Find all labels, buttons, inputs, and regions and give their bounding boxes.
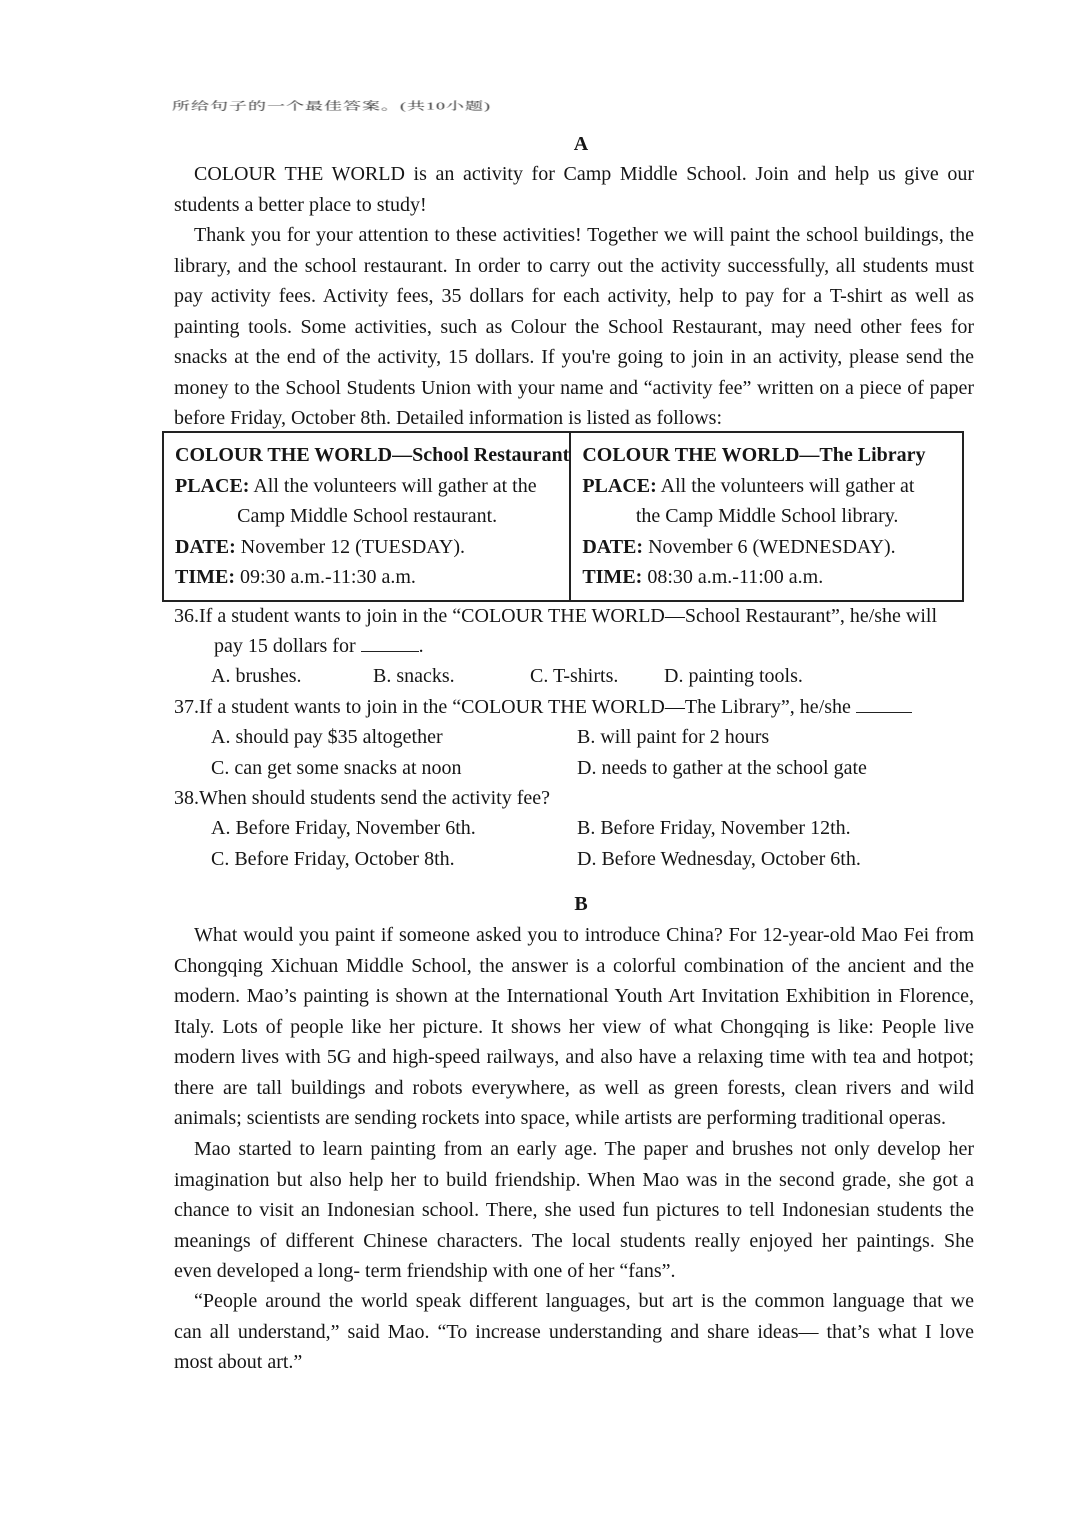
question-37-stem: 37.If a student wants to join in the “COLOUR THE WORLD—The Library”, he/she [174,692,912,723]
question-36-option-c: C. T-shirts. [530,665,619,687]
place-label: PLACE: [175,474,250,497]
question-38-stem: 38.When should students send the activity fee? [174,787,551,809]
text-line: Chongqing Xichuan Middle School, the answer is a colorful combination of the ancient and the [174,954,974,977]
date-value: November 6 (WEDNESDAY). [648,535,896,558]
question-37-option-a: A. should pay $35 altogether [211,726,443,748]
activity-info-table [162,431,964,602]
text-line: Thank you for your attention to these activities! Together we will paint the school buildings, the [194,224,974,246]
text-line: chance to visit an Indonesian school. There, she used fun pictures to tell Indonesian students the [174,1199,974,1221]
text-line: What would you paint if someone asked you to introduce China? For 12-year-old Mao Fei from [194,924,974,946]
text-line: Italy. Lots of people like her picture. It shows her view of what Chongqing is like: People live [174,1015,974,1038]
text-line: meanings of different Chinese characters. The local students really enjoyed her paintings. She [174,1229,974,1252]
text-line: modern lives with 5G and high-speed railways, and also have a relaxing time with tea and hotpot; [174,1046,974,1068]
text-line: imagination but also help her to build friendship. When Mao was in the second grade, she got a [174,1168,974,1191]
text-line: most about art.” [174,1351,303,1373]
answer-blank [361,631,419,652]
text-line: before Friday, October 8th. Detailed information is listed as follows: [174,407,723,429]
question-38-option-c: C. Before Friday, October 8th. [211,848,455,870]
time-value: 09:30 a.m.-11:30 a.m. [240,566,416,588]
question-37-option-b: B. will paint for 2 hours [577,726,770,748]
time-value: 08:30 a.m.-11:00 a.m. [647,566,824,588]
question-38-option-a: A. Before Friday, November 6th. [211,817,476,839]
text-line: students a better place to study! [174,193,427,216]
text-line: modern. Mao’s painting is shown at the International Youth Art Invitation Exhibition in Florence, [174,985,974,1007]
text-line: there are tall buildings and robots everywhere, as well as green forests, clean rivers and wild [174,1076,974,1099]
library-activity-cell [570,432,963,601]
library-activity-title: COLOUR THE WORLD—The Library [582,444,926,466]
section-a-heading: A [573,133,589,155]
text-line: Mao started to learn painting from an early age. The paper and brushes not only develop her [194,1138,974,1160]
text-line: animals; scientists are sending rockets into space, while artists are performing traditional operas. [174,1107,946,1129]
question-36-stem: 36.If a student wants to join in the “COLOUR THE WORLD—School Restaurant”, he/she will [174,605,938,627]
place-label: PLACE: [582,474,657,497]
question-37-option-c: C. can get some snacks at noon [211,757,462,779]
date-label: DATE: [582,535,644,558]
question-36-option-b: B. snacks. [373,665,455,687]
date-value: November 12 (TUESDAY). [240,535,465,558]
place-value-continued: the Camp Middle School library. [635,505,899,527]
place-value: All the volunteers will gather at the [253,474,537,497]
section-a-details-paragraph [174,220,974,434]
restaurant-activity-title: COLOUR THE WORLD—School Restaurant [175,444,570,466]
question-36-option-d: D. painting tools. [664,665,803,687]
text-line: painting tools. Some activities, such as Colour the School Restaurant, may need other fees for [174,315,974,338]
restaurant-activity-cell [163,432,570,601]
text-line: snacks at the end of the activity, 15 dollars. If you're going to join in an activity, please send the [174,346,974,368]
section-b-heading: B [574,893,588,915]
text-line: library, and the school restaurant. In order to carry out the activity successfully, all students must [174,254,974,277]
cropped-instruction-line: 所给句子的一个最佳答案。(共10小题) [172,100,491,112]
text-line: pay activity fees. Activity fees, 35 dollars for each activity, help to pay for a T-shirt as well as [174,285,974,307]
question-37-option-d: D. needs to gather at the school gate [577,757,867,779]
question-38-option-b: B. Before Friday, November 12th. [577,817,851,839]
question-36-stem-continued: pay 15 dollars for . [214,631,424,662]
answer-blank [856,692,912,713]
question-36-option-a: A. brushes. [211,665,302,687]
section-b-paragraph-3 [174,1286,974,1378]
text-line: even developed a long- term friendship with one of her “fans”. [174,1260,676,1282]
text-line: can all understand,” said Mao. “To increase understanding and share ideas— that’s what I love [174,1320,974,1343]
question-38-option-d: D. Before Wednesday, October 6th. [577,848,861,870]
text-line: COLOUR THE WORLD is an activity for Camp Middle School. Join and help us give our [194,163,974,185]
place-value: All the volunteers will gather at [660,474,915,497]
text-line: “People around the world speak different languages, but art is the common language that we [194,1290,974,1312]
section-b-paragraph-1 [174,920,974,1134]
date-label: DATE: [175,535,236,558]
place-value-continued: Camp Middle School restaurant. [237,505,498,527]
text-line: money to the School Students Union with your name and “activity fee” written on a piece of paper [174,376,974,399]
time-label: TIME: [175,566,235,588]
section-a-intro-paragraph [174,159,974,220]
section-b-paragraph-2 [174,1134,974,1287]
time-label: TIME: [582,566,643,588]
